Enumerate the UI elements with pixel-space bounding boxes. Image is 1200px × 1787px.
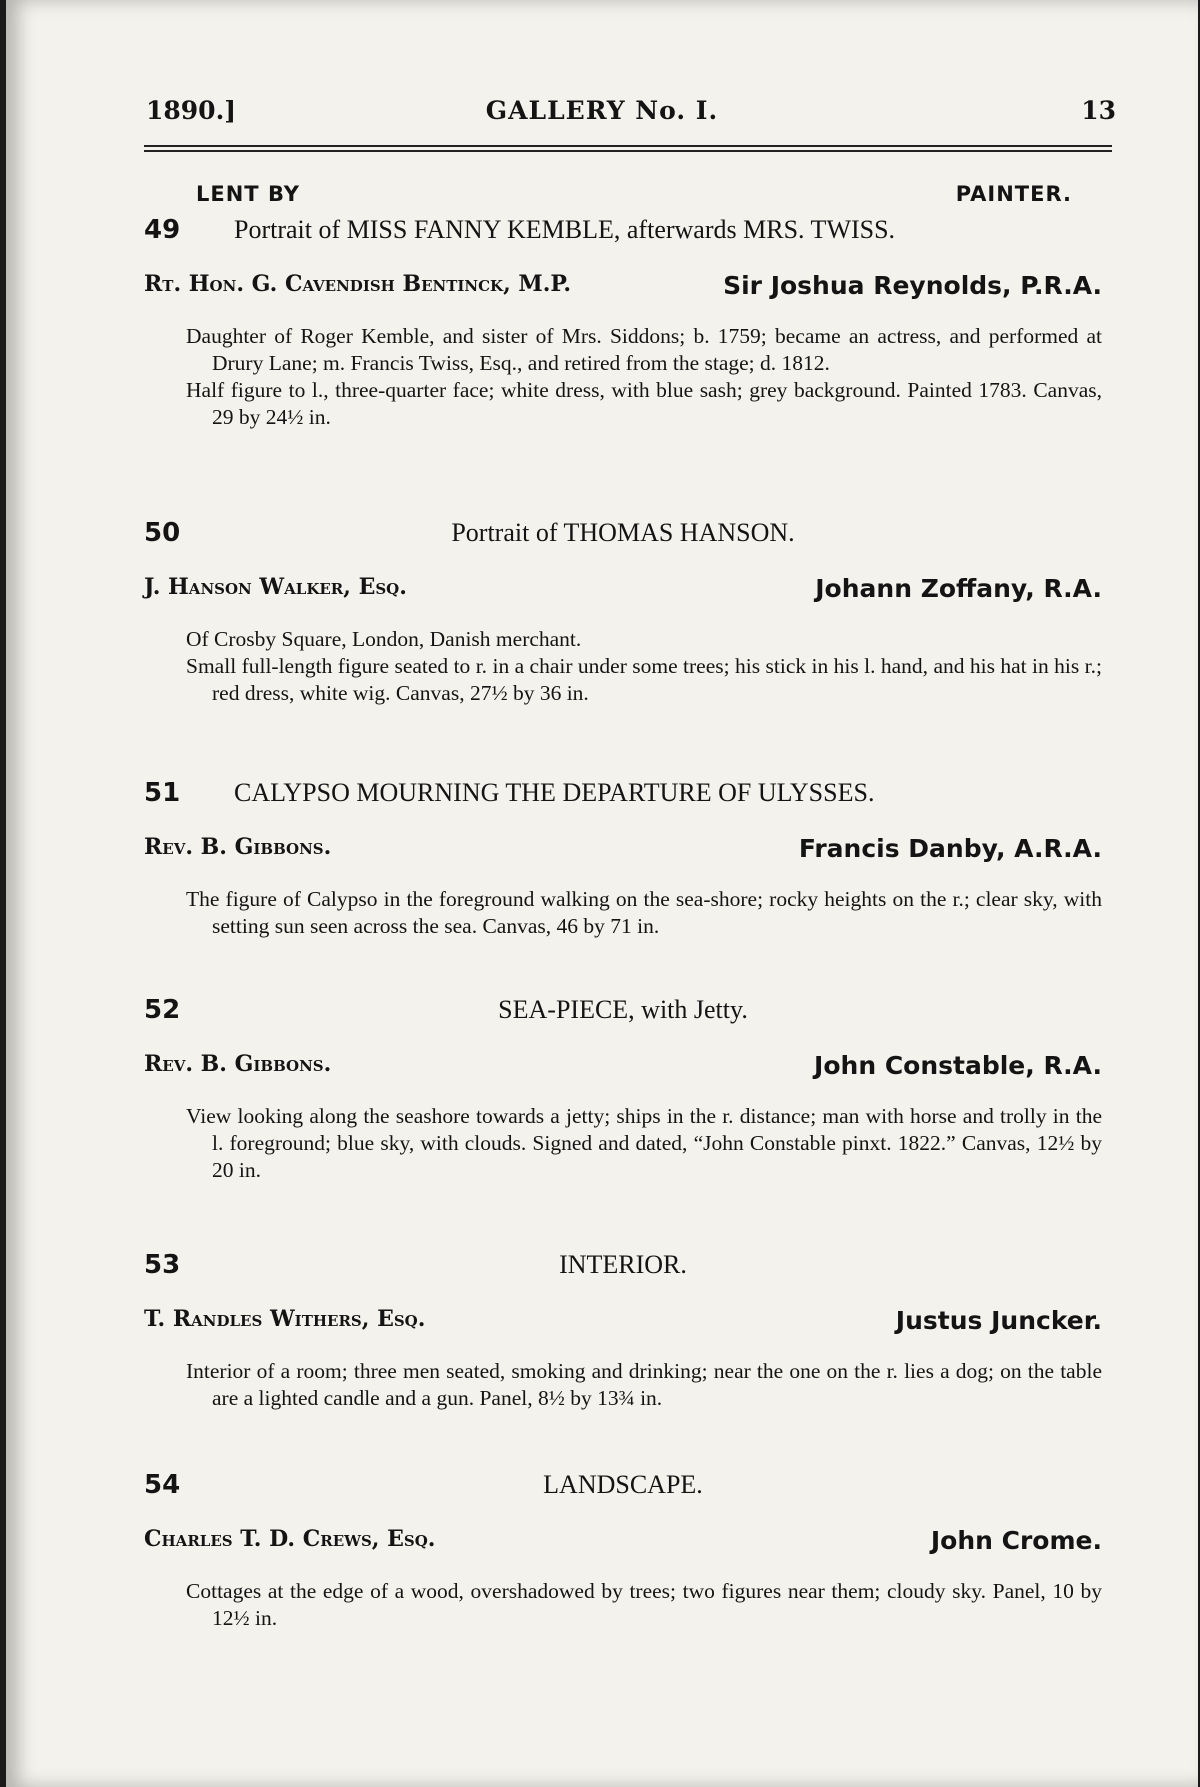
entry-description: Interior of a room; three men seated, smoking and drinking; near the one on the r. lies a dog; on the table are a lighted candle and a gun. Panel, 8½ by 13¾ in. <box>186 1359 1102 1410</box>
entry-description: Cottages at the edge of a wood, overshadowed by trees; two figures near them; cloudy sky. Panel, 10 by 12½ in. <box>186 1579 1102 1630</box>
catalogue-entry <box>144 518 1102 707</box>
catalogue-entry <box>144 1470 1102 1632</box>
entry-title: Portrait of THOMAS HANSON. <box>451 518 795 547</box>
catalogue-entry <box>144 1250 1102 1412</box>
entry-painter: Justus Juncker. <box>895 1306 1102 1335</box>
entry-painter: Francis Danby, A.R.A. <box>798 834 1102 863</box>
entry-title: LANDSCAPE. <box>543 1470 703 1499</box>
page-number: 13 <box>1081 96 1116 125</box>
entry-painter: John Constable, R.A. <box>814 1051 1102 1080</box>
entry-title: Portrait of MISS FANNY KEMBLE, afterwards MRS. TWISS. <box>234 215 896 244</box>
entry-painter: Johann Zoffany, R.A. <box>815 574 1102 603</box>
entry-description: Daughter of Roger Kemble, and sister of Mrs. Siddons; b. 1759; became an actress, and performed at Drury Lane; m. Francis Twiss, Esq., and retired from the stage; d. 1812. <box>186 324 1102 375</box>
entry-description: Of Crosby Square, London, Danish merchant. <box>186 627 582 651</box>
entry-lender: Rt. Hon. G. Cavendish Bentinck, M.P. <box>144 271 571 297</box>
entry-description: Half figure to l., three-quarter face; white dress, with blue sash; grey background. Painted 1783. Canvas, 29 by 24½ in. <box>186 378 1102 429</box>
header-rule-bottom <box>144 150 1112 152</box>
catalogue-entry <box>144 778 1102 940</box>
entry-description: View looking along the seashore towards a jetty; ships in the r. distance; man with horse and trolly in the l. foreground; blue sky, with clouds. Signed and dated, “John Constable pinxt. 1822.” Canvas, 12½ by 20 in. <box>186 1104 1102 1182</box>
catalogue-entry <box>144 995 1102 1184</box>
entry-description: Small full-length figure seated to r. in a chair under some trees; his stick in his l. hand, and his hat in his r.; red dress, white wig. Canvas, 27½ by 36 in. <box>186 654 1102 705</box>
entry-number: 53 <box>144 1250 181 1280</box>
catalogue-page <box>6 0 1198 1787</box>
entry-title: CALYPSO MOURNING THE DEPARTURE OF ULYSSES. <box>234 778 875 807</box>
entry-painter: Sir Joshua Reynolds, P.R.A. <box>723 271 1102 300</box>
running-head-year: 1890.] <box>146 96 237 125</box>
entry-description: The figure of Calypso in the foreground walking on the sea-shore; rocky heights on the r.; clear sky, with setting sun seen across the sea. Canvas, 46 by 71 in. <box>186 887 1102 938</box>
entry-number: 50 <box>144 518 181 548</box>
running-head-title: GALLERY No. I. <box>485 96 719 125</box>
entry-lender: J. Hanson Walker, Esq. <box>144 574 407 600</box>
entry-number: 49 <box>144 215 181 245</box>
catalogue-entry <box>144 215 1102 431</box>
entry-number: 51 <box>144 778 181 808</box>
entry-lender: Rev. B. Gibbons. <box>144 834 332 860</box>
entry-painter: John Crome. <box>930 1526 1102 1555</box>
entry-lender: Rev. B. Gibbons. <box>144 1051 332 1077</box>
entry-title: INTERIOR. <box>559 1250 687 1279</box>
entry-number: 52 <box>144 995 181 1025</box>
column-heading-lent-by: LENT BY <box>196 182 301 206</box>
entry-number: 54 <box>144 1470 181 1500</box>
entry-title: SEA-PIECE, with Jetty. <box>498 995 748 1024</box>
column-heading-painter: PAINTER. <box>955 182 1072 206</box>
header-rule-top <box>144 145 1112 147</box>
entry-lender: Charles T. D. Crews, Esq. <box>144 1526 436 1552</box>
entry-lender: T. Randles Withers, Esq. <box>144 1306 426 1332</box>
